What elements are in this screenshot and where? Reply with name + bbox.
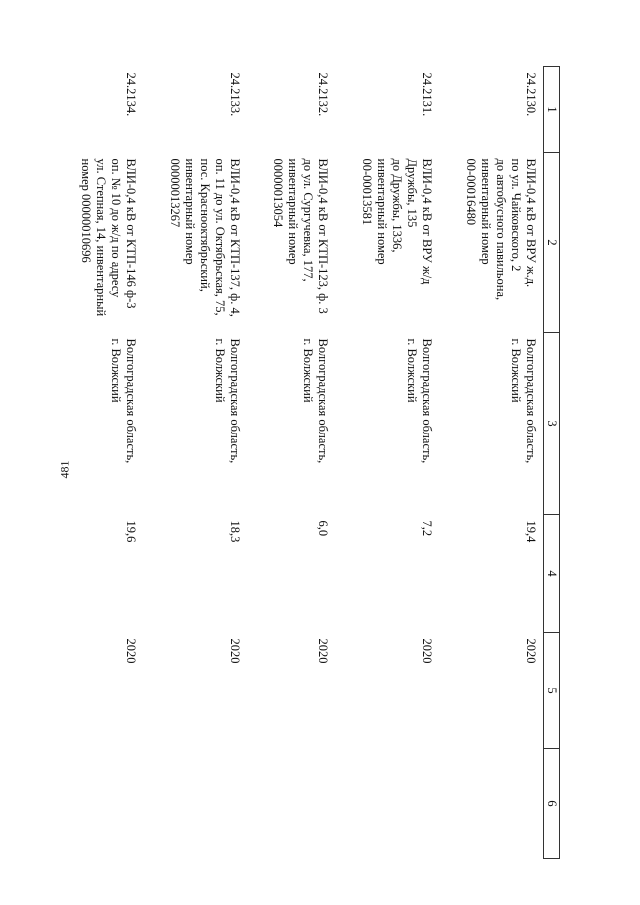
table-row bbox=[248, 67, 336, 859]
object-name: ВЛИ-0,4 кВ от КТП-146 ф-3 оп. № 10 до ж/д по адресу ул. Степная, 14, инвентарный номер 00000010696 bbox=[79, 158, 139, 317]
object-year: 2020 bbox=[228, 638, 243, 664]
object-extra bbox=[144, 749, 248, 859]
row-number: 24.2134. bbox=[124, 72, 139, 117]
table-row bbox=[73, 67, 144, 859]
table-row bbox=[144, 67, 248, 859]
object-name: ВЛИ-0,4 кВ от КТП-137, ф. 4, оп. 11 до ул. Октябрьская, 75, пос. Краснооктябрьский, инвентарный номер 00000013267 bbox=[168, 158, 243, 317]
object-location: Волгоградская область, г. Волжский bbox=[213, 338, 243, 464]
column-number-header-row bbox=[544, 67, 560, 859]
row-number: 24.2130. bbox=[524, 72, 538, 117]
column-header-3: 3 bbox=[544, 333, 560, 515]
object-name: ВЛИ-0,4 кВ от КТП-123, ф. 3 до ул. Сургучевка, 177, инвентарный номер 00000013054 bbox=[271, 158, 331, 314]
object-location: Волгоградская область, г. Волжский bbox=[509, 338, 538, 464]
object-extra bbox=[248, 749, 336, 859]
object-location: Волгоградская область, г. Волжский bbox=[405, 338, 435, 464]
row-number: 24.2131. bbox=[420, 72, 435, 117]
row-number: 24.2133. bbox=[228, 72, 243, 117]
column-header-4: 4 bbox=[544, 515, 560, 633]
rotated-register-table bbox=[79, 66, 560, 858]
page-number: 481 bbox=[57, 460, 72, 479]
column-header-1: 1 bbox=[544, 67, 560, 153]
object-length: 7,2 bbox=[420, 520, 435, 537]
object-location: Волгоградская область, г. Волжский bbox=[109, 338, 139, 464]
column-header-2: 2 bbox=[544, 153, 560, 333]
object-name: ВЛИ-0,4 кВ от ВРУ ж/д Дружбы, 135 до Дружбы, 1336, инвентарный номер 00-00013581 bbox=[360, 158, 435, 285]
object-location: Волгоградская область, г. Волжский bbox=[301, 338, 331, 464]
object-length: 18,3 bbox=[228, 520, 243, 543]
object-length: 19,6 bbox=[124, 520, 139, 543]
column-header-5: 5 bbox=[544, 633, 560, 749]
register-table bbox=[73, 66, 561, 859]
object-year: 2020 bbox=[524, 638, 538, 664]
table-row bbox=[336, 67, 440, 859]
object-year: 2020 bbox=[420, 638, 435, 664]
object-extra bbox=[440, 749, 544, 859]
object-length: 6,0 bbox=[316, 520, 331, 537]
object-length: 19,4 bbox=[524, 520, 538, 543]
table-row bbox=[440, 67, 544, 859]
object-extra bbox=[336, 749, 440, 859]
object-year: 2020 bbox=[316, 638, 331, 664]
object-name: ВЛИ-0,4 кВ от ВРУ ж.д. по ул. Чайковского, 2 до автобусного павильона, инвентарный номер 00-00016480 bbox=[464, 158, 538, 301]
column-header-6: 6 bbox=[544, 749, 560, 859]
object-year: 2020 bbox=[124, 638, 139, 664]
row-number: 24.2132. bbox=[316, 72, 331, 117]
object-extra bbox=[73, 749, 144, 859]
